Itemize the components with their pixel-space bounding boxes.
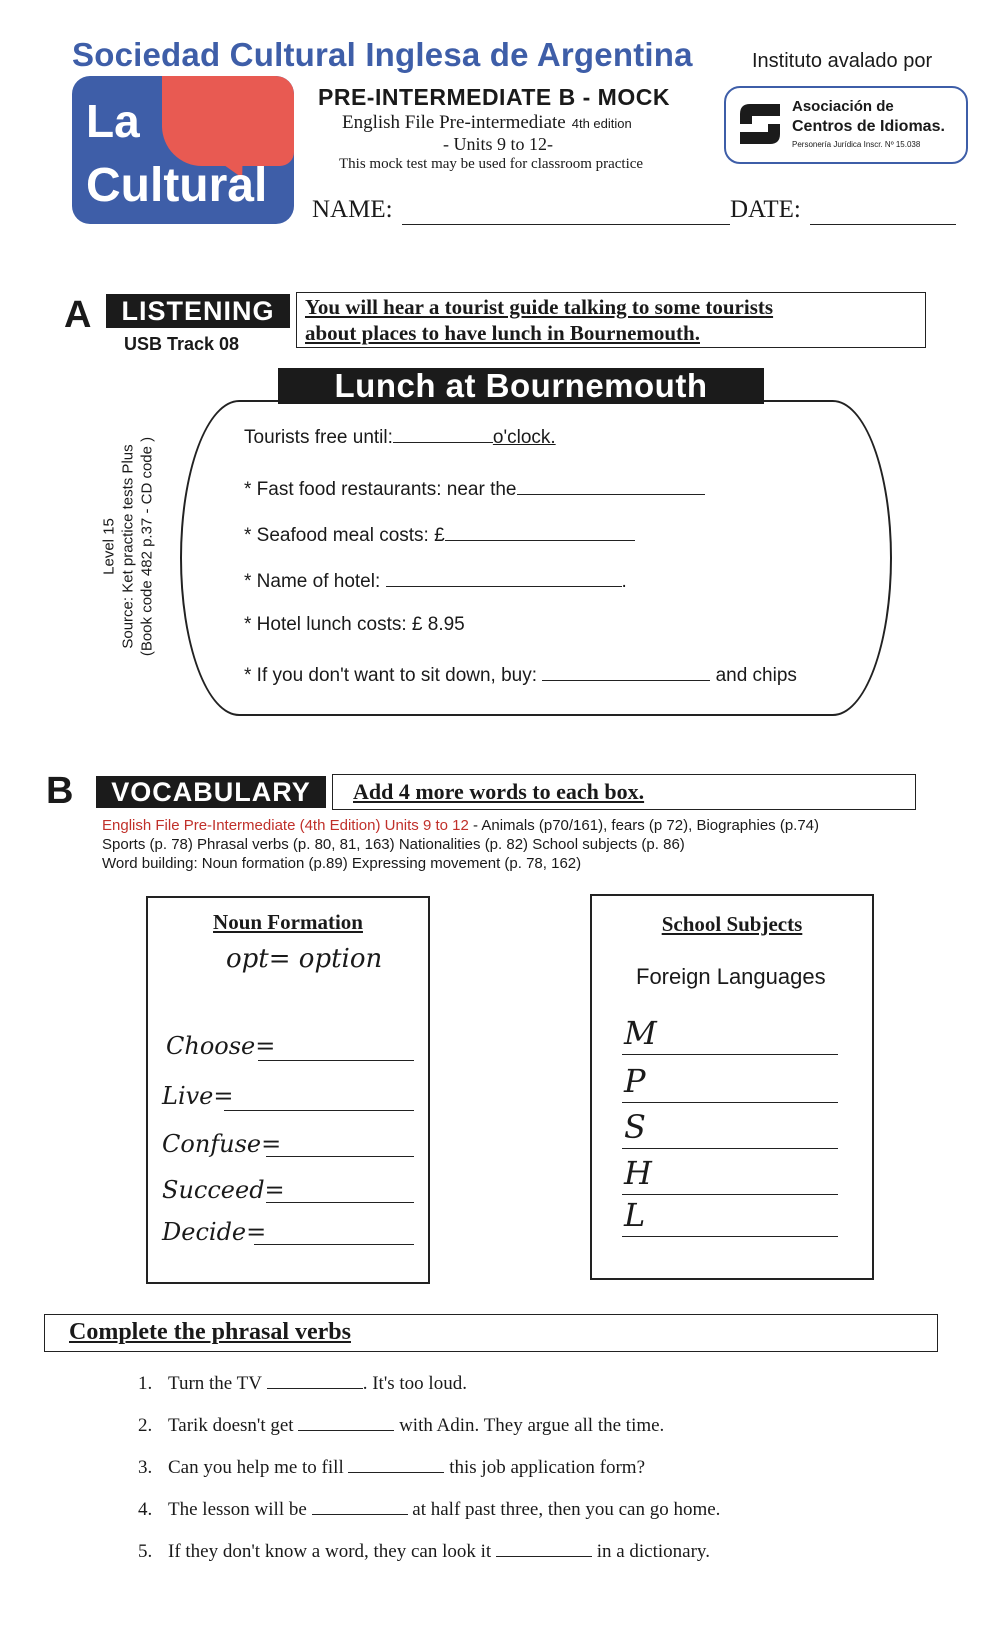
task-takeaway [244, 662, 797, 687]
association-badge [724, 86, 968, 164]
phrasal-verbs-heading-box [44, 1314, 938, 1352]
answer-line-live[interactable] [224, 1110, 414, 1111]
phrasal-answer-blank-2[interactable] [298, 1412, 394, 1431]
answer-line-h[interactable] [622, 1194, 838, 1195]
task-free-until-suffix: o'clock. [492, 427, 556, 448]
answer-blank-fast-food[interactable] [517, 476, 705, 495]
phrasal-item-4 [138, 1496, 720, 1521]
phrasal-item-text-end: with Adin. They argue all the time. [399, 1415, 665, 1436]
answer-line-p[interactable] [622, 1102, 838, 1103]
mock-title: PRE-INTERMEDIATE B - MOCK [318, 84, 670, 110]
listening-heading: LISTENING [106, 294, 290, 328]
book-name: English File Pre-intermediate [342, 112, 566, 133]
answer-blank-seafood[interactable] [445, 522, 635, 541]
subject-letter-p: P [624, 1062, 646, 1100]
source-book: Source: Ket practice tests Plus [119, 444, 137, 649]
source-note [88, 408, 168, 668]
phrasal-item-text-end: this job application form? [449, 1457, 645, 1478]
answer-line-decide[interactable] [254, 1244, 414, 1245]
section-letter-a: A [64, 294, 92, 336]
speech-bubble-icon [162, 76, 294, 166]
task-free-until-label: Tourists free until: [244, 427, 393, 448]
book-title [342, 112, 632, 134]
subject-letter-s: S [624, 1108, 646, 1146]
phrasal-item-number: 3. [138, 1457, 153, 1478]
phrasal-answer-blank-1[interactable] [267, 1370, 363, 1389]
noun-word-succeed: Succeed= [162, 1176, 285, 1204]
phrasal-item-text: Tarik doesn't get [168, 1415, 294, 1436]
reference-topics-3: Word building: Noun formation (p.89) Expressing movement (p. 78, 162) [102, 855, 582, 872]
noun-formation-title: Noun Formation [213, 910, 363, 934]
phrasal-item-text-end: at half past three, then you can go home. [412, 1499, 721, 1520]
name-label: NAME: [312, 196, 393, 223]
phrasal-item-number: 4. [138, 1499, 153, 1520]
noun-word-choose: Choose= [166, 1032, 276, 1060]
noun-word-decide: Decide= [162, 1218, 267, 1246]
name-field[interactable] [402, 224, 730, 225]
answer-blank-time[interactable] [393, 424, 493, 443]
task-takeaway-suffix: and chips [715, 665, 797, 686]
listening-instruction-line2: about places to have lunch in Bournemouth. [305, 321, 700, 345]
listening-title: Lunch at Bournemouth [278, 368, 764, 404]
task-hotel-name [244, 568, 627, 593]
noun-formation-example: opt= option [226, 944, 383, 974]
phrasal-item-5 [138, 1538, 710, 1563]
la-cultural-logo [72, 76, 294, 224]
phrasal-item-text: Can you help me to fill [168, 1457, 344, 1478]
phrasal-item-1 [138, 1370, 467, 1395]
reference-topics-2: Sports (p. 78) Phrasal verbs (p. 80, 81, 163) Nationalities (p. 82) School subjects (p. 86) [102, 836, 685, 853]
book-edition: 4th edition [571, 116, 632, 131]
phrasal-item-number: 2. [138, 1415, 153, 1436]
answer-line-m[interactable] [622, 1054, 838, 1055]
school-subjects-example: Foreign Languages [636, 964, 826, 989]
noun-word-live: Live= [162, 1082, 234, 1110]
answer-line-succeed[interactable] [266, 1202, 414, 1203]
listening-instruction-box [296, 292, 926, 348]
school-subjects-box [590, 894, 874, 1280]
answer-line-s[interactable] [622, 1148, 838, 1149]
association-name-line2: Centros de Idiomas. [792, 118, 945, 135]
association-name-line1: Asociación de [792, 98, 894, 115]
vocabulary-instruction: Add 4 more words to each box. [353, 779, 645, 804]
date-label: DATE: [730, 196, 801, 223]
phrasal-item-text-end: in a dictionary. [596, 1541, 710, 1562]
source-level: Level 15 [100, 518, 118, 575]
logo-text-line2: Cultural [86, 159, 268, 212]
task-hotel-lunch: * Hotel lunch costs: £ 8.95 [244, 614, 465, 635]
organization-title: Sociedad Cultural Inglesa de Argentina [72, 36, 693, 73]
vocabulary-reference [102, 816, 819, 873]
association-logo-icon [736, 98, 784, 150]
usb-track: USB Track 08 [124, 334, 240, 354]
task-seafood [244, 522, 635, 547]
task-seafood-label: * Seafood meal costs: £ [244, 525, 445, 546]
subject-letter-m: M [624, 1014, 657, 1052]
task-takeaway-label: * If you don't want to sit down, buy: [244, 665, 538, 686]
answer-line-l[interactable] [622, 1236, 838, 1237]
phrasal-item-text: The lesson will be [168, 1499, 307, 1520]
phrasal-item-2 [138, 1412, 664, 1437]
answer-blank-hotel[interactable] [386, 568, 622, 587]
reference-topics-1: - Animals (p70/161), fears (p 72), Biographies (p.74) [468, 817, 820, 834]
phrasal-item-number: 1. [138, 1373, 153, 1394]
source-code: (Book code 482 p.37 - CD code ) [138, 436, 156, 657]
association-registration: Personería Jurídica Inscr. Nº 15.038 [792, 140, 921, 149]
task-free-until [244, 424, 556, 449]
practice-note: This mock test may be used for classroom practice [339, 156, 644, 172]
answer-line-confuse[interactable] [266, 1156, 414, 1157]
noun-formation-box [146, 896, 430, 1284]
phrasal-answer-blank-5[interactable] [496, 1538, 592, 1557]
answer-line-choose[interactable] [258, 1060, 414, 1061]
phrasal-item-text: If they don't know a word, they can look it [168, 1541, 492, 1562]
units-range: - Units 9 to 12- [443, 134, 553, 154]
date-field[interactable] [810, 224, 956, 225]
vocabulary-instruction-box [332, 774, 916, 810]
logo-text-line1: La [86, 95, 140, 147]
task-fast-food-label: * Fast food restaurants: near the [244, 479, 517, 500]
answer-blank-takeaway[interactable] [542, 662, 710, 681]
institute-label: Instituto avalado por [752, 50, 933, 72]
task-hotel-name-suffix: . [621, 571, 627, 592]
phrasal-item-text-end: . It's too loud. [362, 1373, 467, 1394]
section-letter-b: B [46, 770, 74, 812]
reference-book: English File Pre-Intermediate (4th Edition) Units 9 to 12 [102, 817, 469, 834]
subject-letter-l: L [624, 1196, 646, 1234]
phrasal-answer-blank-3[interactable] [348, 1454, 444, 1473]
phrasal-verbs-title: Complete the phrasal verbs [69, 1319, 351, 1345]
phrasal-answer-blank-4[interactable] [312, 1496, 408, 1515]
task-hotel-name-label: * Name of hotel: [244, 571, 381, 592]
vocabulary-heading: VOCABULARY [96, 776, 326, 808]
listening-instruction-line1: You will hear a tourist guide talking to some tourists [305, 295, 774, 319]
phrasal-item-number: 5. [138, 1541, 153, 1562]
noun-word-confuse: Confuse= [162, 1130, 282, 1158]
subject-letter-h: H [624, 1154, 652, 1192]
phrasal-item-3 [138, 1454, 645, 1479]
school-subjects-title: School Subjects [661, 912, 803, 936]
task-fast-food [244, 476, 705, 501]
phrasal-item-text: Turn the TV [168, 1373, 262, 1394]
